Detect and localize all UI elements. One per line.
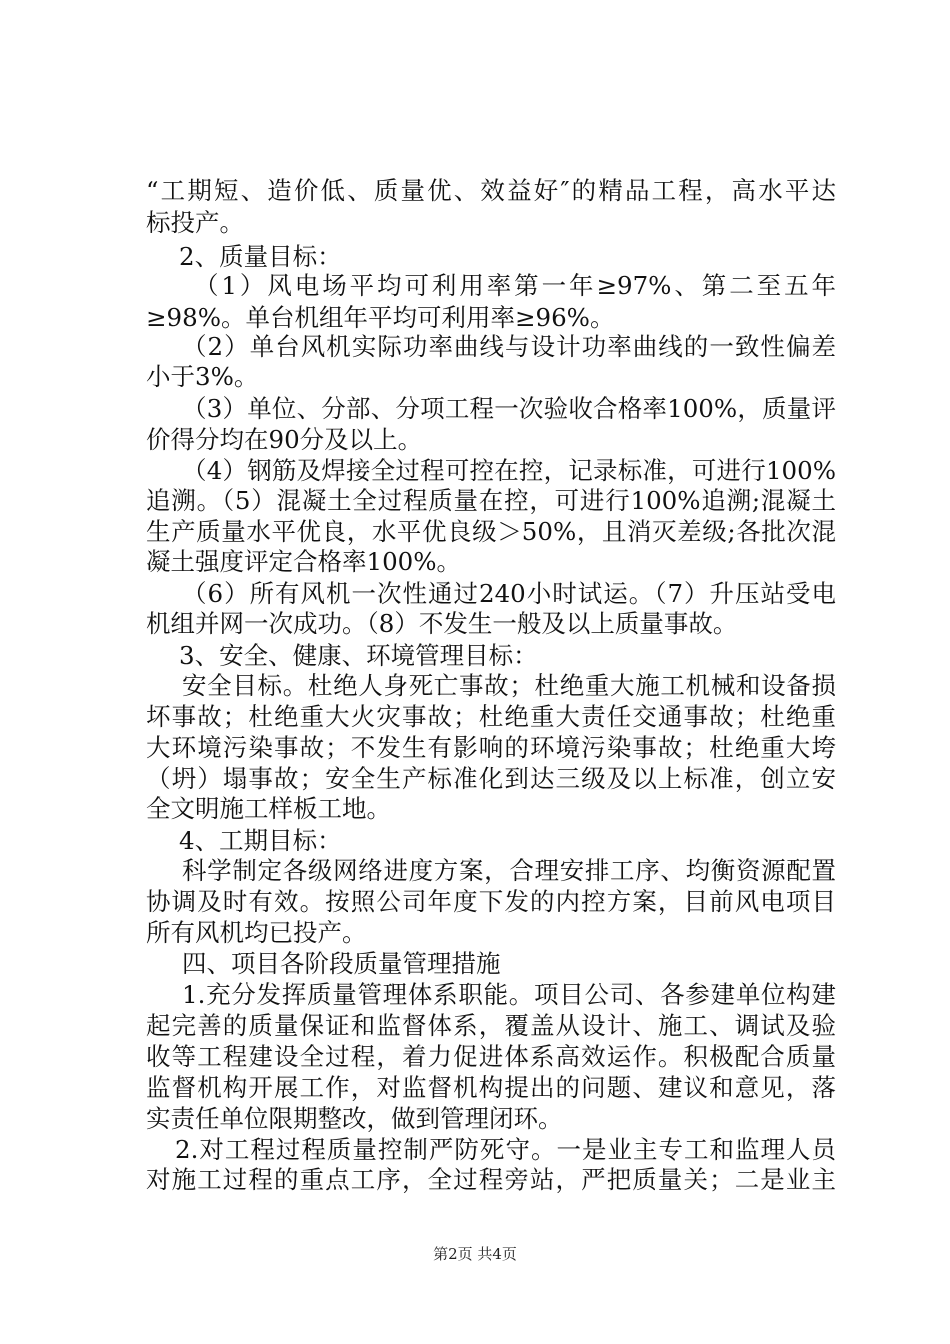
text-line: 收等工程建设全过程，着力促进体系高效运作。积极配合质量 xyxy=(146,1042,836,1071)
section-heading: 4、工期目标： xyxy=(179,826,342,855)
text-line: 协调及时有效。按照公司年度下发的内控方案，目前风电项目 xyxy=(146,887,836,916)
text-line: 安全目标。杜绝人身死亡事故；杜绝重大施工机械和设备损 xyxy=(182,671,836,700)
text-line: 凝土强度评定合格率100%。 xyxy=(146,547,462,576)
text-line: （6）所有风机一次性通过240小时试运。（7）升压站受电 xyxy=(182,579,836,608)
text-line: （4）钢筋及焊接全过程可控在控，记录标准，可进行100% xyxy=(182,456,836,485)
text-line: 生产质量水平优良，水平优良级＞50%，且消灭差级;各批次混 xyxy=(146,517,836,546)
text-line: 坏事故；杜绝重大火灾事故；杜绝重大责任交通事故；杜绝重 xyxy=(146,702,836,731)
section-heading: 2、质量目标： xyxy=(179,242,342,271)
section-heading: 3、安全、健康、环境管理目标： xyxy=(179,641,538,670)
text-line: 价得分均在90分及以上。 xyxy=(146,425,423,454)
text-line: 对施工过程的重点工序，全过程旁站，严把质量关；二是业主 xyxy=(146,1165,836,1194)
text-line: 起完善的质量保证和监督体系，覆盖从设计、施工、调试及验 xyxy=(146,1011,836,1040)
text-line: 全文明施工样板工地。 xyxy=(146,794,391,823)
text-line: （坍）塌事故；安全生产标准化到达三级及以上标准，创立安 xyxy=(146,764,836,793)
text-line: ≥98%。单台机组年平均可利用率≥96%。 xyxy=(146,303,615,332)
text-line: 小于3%。 xyxy=(146,362,259,391)
text-line: 科学制定各级网络进度方案，合理安排工序、均衡资源配置 xyxy=(182,856,836,885)
text-line: 1.充分发挥质量管理体系职能。项目公司、各参建单位构建 xyxy=(182,980,836,1009)
text-line: 追溯。（5）混凝土全过程质量在控，可进行100%追溯;混凝土 xyxy=(146,486,836,515)
text-line: （2）单台风机实际功率曲线与设计功率曲线的一致性偏差 xyxy=(182,332,836,361)
text-line: 机组并网一次成功。（8）不发生一般及以上质量事故。 xyxy=(146,609,738,638)
text-line: （3）单位、分部、分项工程一次验收合格率100%，质量评 xyxy=(182,394,836,423)
section-heading: 四、项目各阶段质量管理措施 xyxy=(182,949,501,978)
text-line: 所有风机均已投产。 xyxy=(146,918,367,947)
text-line: 标投产。 xyxy=(146,208,244,237)
text-line: 2.对工程过程质量控制严防死守。一是业主专工和监理人员 xyxy=(175,1135,836,1164)
page-number-footer: 第2页 共4页 xyxy=(433,1245,517,1263)
text-line: “工期短、造价低、质量优、效益好″的精品工程，高水平达 xyxy=(146,176,836,205)
text-line: 实责任单位限期整改，做到管理闭环。 xyxy=(146,1104,563,1133)
text-line: 大环境污染事故；不发生有影响的环境污染事故；杜绝重大垮 xyxy=(146,733,836,762)
text-line: （1）风电场平均可利用率第一年≥97%、第二至五年 xyxy=(194,271,836,300)
text-line: 监督机构开展工作，对监督机构提出的问题、建议和意见，落 xyxy=(146,1073,836,1102)
